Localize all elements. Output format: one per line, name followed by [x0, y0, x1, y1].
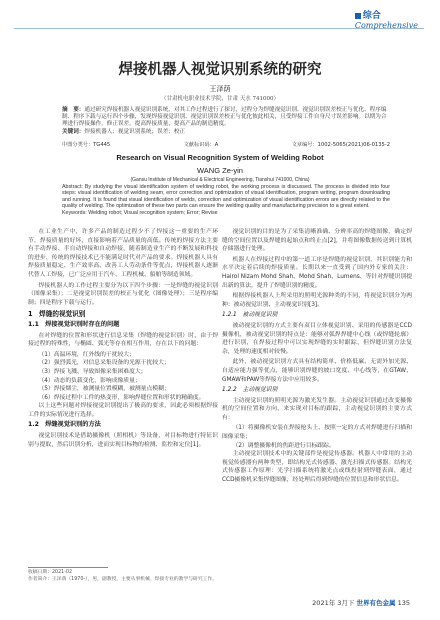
paragraph: 在对焊缝的位置和形状进行信息采集（焊缝的视觉识别）时，由于焊接过程的特殊性，与椭圆、弧光等存在相互作用，存在以下的问题： [28, 332, 218, 348]
english-affiliation: (Gansu Institute of Mechanical & Electrical Engineering, Tianshui 741000, China) [130, 177, 310, 183]
paragraph: 视觉识别技术是借助摄像机（照相机）等设备，对目标物进行特征识别与提取，然后识别分析，进而实现目标物的检测、监控和定位[1]。 [28, 433, 218, 448]
english-title: Research on Visual Recognition System of Welding Robot [116, 153, 324, 162]
english-keywords: Keywords: Welding robot; Visual recognition system; Error; Revise [62, 210, 218, 216]
footnote [28, 570, 218, 583]
abstract [62, 107, 390, 136]
abstract-label: 摘 要： [62, 107, 85, 113]
paragraph: 被动视觉识别的方式主要有双目立体视觉识别、采用的传感器是CCD摄像机，被动视觉识别的特点是：能够对弧焊焊缝中心线（或焊缝轮廓）进行识别，在焊接过程中可以实现焊缝的实时跟踪，但焊缝识别方法复杂，处理的速度相对较慢。 [222, 322, 412, 355]
method-list [222, 424, 412, 450]
clc-code: 中图分类号：TG445 [62, 142, 111, 148]
issue-date: 2021年 3月下 [312, 599, 355, 607]
paragraph: 主动视觉识别的照明光源为激光发生器。主动视觉识别通过改变摄像机的空间位置和方向，来实现对目标的跟踪，主动视觉识别的主要方式有： [222, 397, 412, 421]
list-item: （1）高温环境，红外线的干扰较大； [38, 351, 135, 358]
list-item: （4）动态的负载变化，影响成像质量； [38, 377, 141, 384]
paragraph: 以上这些问题对焊接视觉识别提出了极高的要求，因此必须根据焊接工件的实际情况进行选择。 [28, 403, 218, 418]
subsection-heading: 1.2 焊缝视觉识别的方法 [28, 421, 101, 429]
section-logo [355, 8, 418, 30]
subsubsection-heading: 1.2.2 主动视觉识别 [222, 387, 278, 394]
doc-code: 文献标识码：A [183, 142, 219, 148]
footnote-rule [28, 567, 108, 568]
list-item: （3）焊接飞溅、导致图像采集困难度大； [38, 368, 147, 375]
issue-list [28, 351, 218, 403]
list-item: （2）强烈弧光，对信息采集设备的光源干扰较大； [38, 360, 170, 367]
english-author: WANG Ze-yin [197, 166, 243, 175]
magazine-name: 世界有色金属 [356, 599, 396, 607]
list-item: （6）焊接过程中工件的热变形，影响焊缝位置和形状的精确度。 [38, 394, 205, 401]
paragraph: 机器人在焊接过程中的第一道工序是焊缝的视觉识别，其识别能力和水平决定着后续的焊接质量。长期以来一直受到了国内外专家的关注：Hairol Nizam Mohd Shah、Mohd Shah、Lumens、等针对焊缝识别提出新的算法，提升了焊缝识别的精度。 [222, 256, 412, 289]
subsubsection-heading: 1.2.1 被动视觉识别 [222, 312, 278, 319]
abstract-text: 通过研究焊接机器人视觉识别系统，对其工作过程进行了探讨，过程分为焊缝视觉识别、视觉识别误差校正与优化、程序编制、程序下载与运行四个步骤，发现焊接视觉识别、视觉识别误差校正与优化彼此相关，且受焊接工件自身尺寸误差影响。以期为合理进行焊接操作，修正误差，提高焊接质量，提高产品的制造精度。 [62, 107, 387, 128]
author: 王泽荫 [209, 85, 231, 93]
paragraph: 焊接机器人的工作过程主要分为以下四个步骤：一是焊缝的视觉识别（图像采集）；二是视觉识别误差的校正与优化（图像处理）；三是程序编制；四是程序下载与运行。 [28, 282, 218, 306]
list-item: （2）调整摄像机的焦距进行目标跟踪。 [232, 442, 335, 449]
page-footer [312, 598, 410, 607]
square-icon [355, 13, 361, 19]
paragraph: 此外，被动视觉识别方式具有结构简单、价格低廉、无需外加光源、自适应能力强等优点，能够识别焊缝的坡口宽度、中心线等，在GTAW、GMAW和PAW等焊接方法中应用较多。 [222, 359, 412, 383]
section-zh: 综合 [362, 11, 381, 21]
paragraph: 在工业生产中，许多产品的制造过程少不了焊接这一重要的生产环节，焊接质量的好坏，直接影响着产品质量的高低。传统的焊接方法主要有手动焊接、半自动焊接和自动焊接，随着制造业生产的不断发展和科技的进步，传统的焊接技术已不能满足时代对产品的要求。焊接机器人具有焊接质量稳定、生产效率高、改善工人劳动条件等优点，焊接机器人逐渐代替人工焊接，已广泛应用于汽车、工程机械、船舶等制造领域。 [28, 229, 218, 278]
author-bio: 作者简介：王泽荫（1970-），男，副教授，主要从事机械、焊接专业的教学与研究工作。 [28, 576, 218, 582]
english-abstract: Abstract: By studying the visual identification system of welding robot, the working process is discussed. The process is divided into four steps: visual identification of welding seam, error correction and optimization of visual identification, program writing, program downloading and running. It is found that visual identification of welds, correction and optimization of visual identification errors are directly related to the quality of welding. The optimization of these two parts can ensure the welding quality and manufacturing precision to a great extent. [62, 184, 390, 210]
received-date: 收稿日期：2021-02 [28, 570, 73, 575]
paragraph: 视觉识别的目的是为了采集清晰准确、分辨率高的焊缝图像，确定焊缝的空间位置以及焊缝的起始点和终止点[2]，并将图像数据传送到计算机存储器进行处理。 [222, 229, 412, 253]
meta-line [62, 141, 390, 148]
article-number: 文章编号：1002-5065(2021)06-0135-2 [291, 142, 390, 148]
affiliation: （甘肃机电职业技术学院，甘肃 天水 741000） [161, 96, 279, 102]
page-number: 135 [397, 599, 410, 607]
section-en: Comprehensive [354, 21, 418, 30]
subsection-heading: 1.1 焊接视觉识别时存在的问题 [28, 320, 120, 328]
paper-title: 焊接机器人视觉识别系统的研究 [118, 62, 322, 78]
keywords-text: 焊接机器人；视觉识别系统；误差；校正 [84, 128, 186, 135]
paragraph: 主动视觉识别技术中的关键部件是视觉传感器。机器人中常用的主动视觉传感器有两种类型，即结构光式传感器、激光扫描式传感器。结构光式传感器工作原理：光学扫描系统将激光点或线投射到焊缝表面，通过CCD摄像机采集焊缝图像，经处理后得到焊缝的位置信息和形状信息。 [222, 451, 412, 484]
left-column [28, 228, 218, 451]
right-column [222, 228, 412, 487]
list-item: （1）将摄像机安装在焊接枪头上，按照一定的方式对焊缝进行扫描和图像采集； [222, 425, 412, 441]
paragraph: 根据焊接机器人上所采用的照明光源种类的不同，将视觉识别分为两种：被动视觉识别、主动视觉识别[3]。 [222, 293, 412, 308]
list-item: （5）焊接烟尘，被测量位置模糊，被测量点模糊； [38, 386, 170, 393]
keywords-label: 关键词： [62, 128, 85, 135]
section-heading: 1 焊缝的视觉识别 [28, 310, 86, 319]
